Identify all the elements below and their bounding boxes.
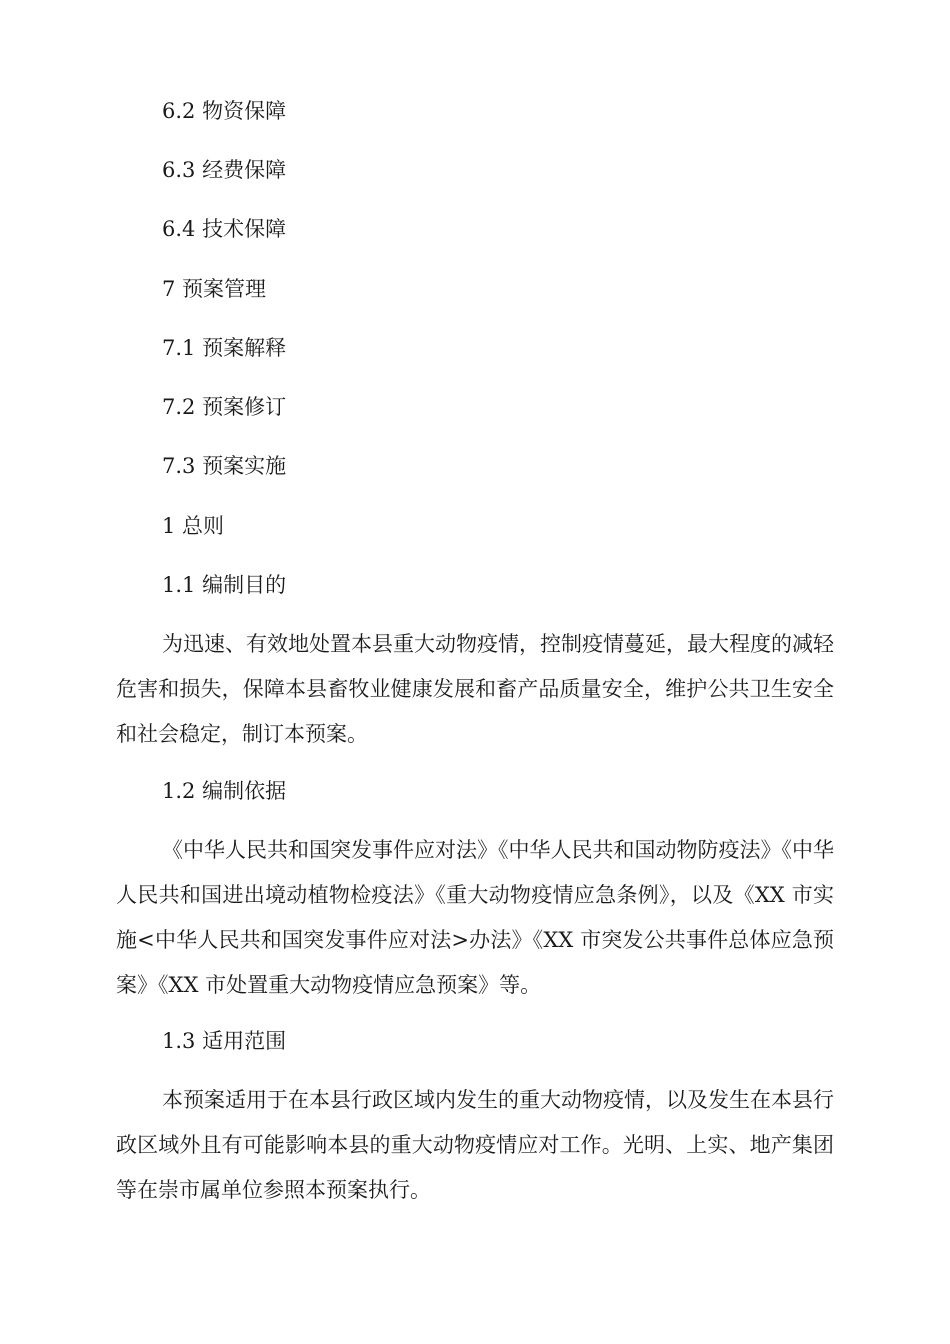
section-heading-basis: 1.2 编制依据 [162,779,287,803]
paragraph-basis: 《中华人民共和国突发事件应对法》《中华人民共和国动物防疫法》《中华人民共和国进出境动植物检疫法》《重大动物疫情应急条例》，以及《XX 市实施<中华人民共和国突发事件应对法>办法》《XX 市突发公共事件总体应急预案》《XX 市处置重大动物疫情应急预案》等。 [116,838,834,997]
toc-item-7-2: 7.2 预案修订 [162,395,287,419]
section-heading-scope: 1.3 适用范围 [162,1029,287,1053]
toc-item-6-2: 6.2 物资保障 [162,99,287,123]
section-heading-purpose: 1.1 编制目的 [162,573,287,597]
toc-item-6-4: 6.4 技术保障 [162,217,287,241]
paragraph-purpose: 为迅速、有效地处置本县重大动物疫情，控制疫情蔓延，最大程度的减轻危害和损失，保障本县畜牧业健康发展和畜产品质量安全，维护公共卫生安全和社会稳定，制订本预案。 [116,632,834,746]
toc-item-7-3: 7.3 预案实施 [162,454,287,478]
toc-item-6-3: 6.3 经费保障 [162,158,287,182]
toc-item-7-1: 7.1 预案解释 [162,336,287,360]
toc-item-7: 7 预案管理 [162,277,267,301]
section-heading-general: 1 总则 [162,514,225,538]
paragraph-scope: 本预案适用于在本县行政区域内发生的重大动物疫情，以及发生在本县行政区域外且有可能影响本县的重大动物疫情应对工作。光明、上实、地产集团等在崇市属单位参照本预案执行。 [116,1088,834,1202]
